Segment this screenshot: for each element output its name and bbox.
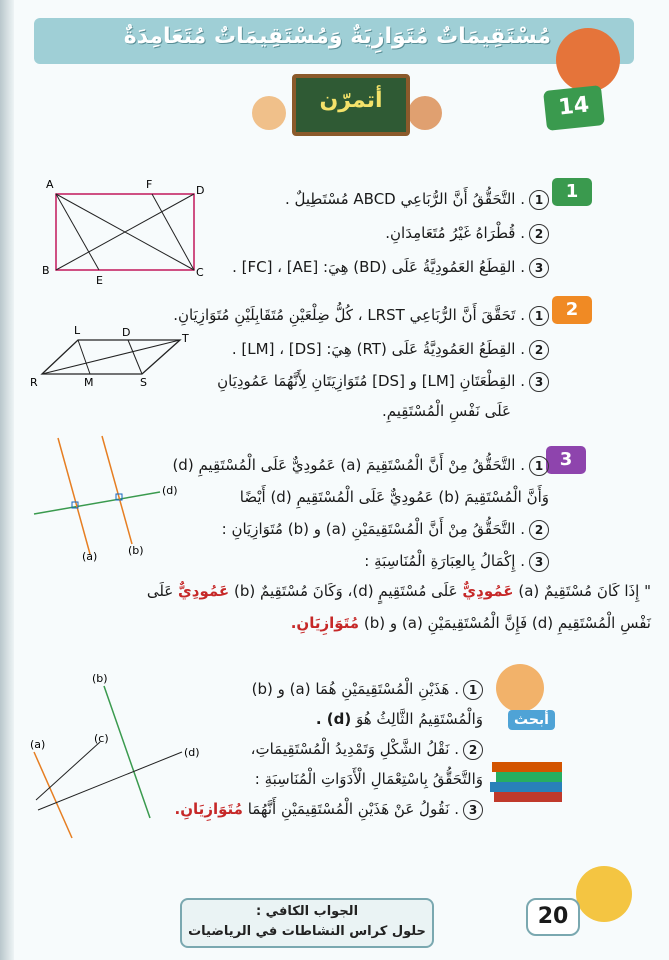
exercise-3-number: 3	[559, 449, 573, 470]
ex3-line-1-cont: وَأَنَّ الْمُسْتَقِيمَ (b) عَمُودِيٌّ عَلَى الْمُسْتَقِيمِ (d) أَيْضًا	[239, 488, 549, 506]
research-line-3-text: . نَقُولُ عَنْ هَذَيْنِ الْمُسْتَقِيمَيْنِ أَنَّهُمَا	[247, 800, 459, 818]
research-label: أبحث	[508, 710, 555, 730]
fig2-label-r: R	[30, 376, 38, 389]
fig1-label-f: F	[146, 178, 153, 191]
footer-line-1: الجواب الكافي :	[255, 904, 359, 919]
page-title: مُسْتَقِيمَاتٌ مُتَوَازِيَةٌ وَمُسْتَقِيمَاتٌ مُتَعَامِدَةٌ	[123, 24, 551, 49]
fig3-label-b: (b)	[128, 544, 144, 557]
ex2-line-1-text: . تَحَقَّقَ أَنَّ الرُّبَاعِي LRST ، كُلُّ ضِلْعَيْنِ مُتَقَابِلَيْنِ مُتَوَازِيَانِ.	[173, 306, 525, 324]
fig1-label-e: E	[96, 274, 103, 284]
research-line-1-cont-text: وَالْمُسْتَقِيمُ الثَّالِثُ هُوَ	[356, 710, 483, 728]
research-line-2-text: . نَقْلُ الشَّكْلِ وَتَمْدِيدُ الْمُسْتَقِيمَاتِ،	[250, 740, 459, 758]
research-line-3	[175, 800, 483, 820]
page-spine	[0, 0, 14, 960]
fig4-label-c: (c)	[94, 732, 109, 745]
ex3-item-number-1: 1	[529, 456, 549, 476]
ex2-item-number: 1	[529, 306, 549, 326]
research-line-1	[252, 680, 483, 700]
fig2-label-s: S	[140, 376, 147, 389]
research-item-number-1: 1	[463, 680, 483, 700]
research-item-number-2: 2	[463, 740, 483, 760]
fig1-label-b: B	[42, 264, 50, 277]
ex1-line-3	[232, 258, 549, 278]
ex2-line-3-cont: عَلَى نَفْسِ الْمُسْتَقِيمِ.	[381, 402, 511, 420]
ex2-line-1	[173, 306, 549, 326]
ex3-quote-line-2	[291, 614, 651, 632]
ex1-line-3-text: . القِطَعُ العَمُودِيَّةُ عَلَى (BD) هِيَ: [AE] ، [FC] .	[232, 258, 525, 276]
fig4-label-b: (b)	[92, 672, 108, 685]
ex3-item-number-3: 3	[529, 552, 549, 572]
ex1-item-number: 3	[529, 258, 549, 278]
fig2-label-t: T	[182, 332, 189, 345]
footer-girl-illustration	[576, 866, 632, 922]
fig1-label-d: D	[196, 184, 205, 197]
ex3-line-3	[364, 552, 549, 572]
ex2-line-2	[232, 340, 549, 360]
ex3-line-2	[222, 520, 549, 540]
ex3-answer-1: عَمُودِيٌّ	[462, 582, 514, 600]
fig4-label-a: (a)	[30, 738, 46, 751]
chalkboard	[292, 74, 410, 136]
fig3-label-a: (a)	[82, 550, 98, 562]
ex1-line-2-text: . قُطْرَاهُ غَيْرُ مُتَعَامِدَانِ.	[385, 224, 525, 242]
ex1-line-1-text: . التَّحَقُّقُ أَنَّ الرُّبَاعِي ABCD مُسْتَطِيلٌ .	[284, 190, 525, 208]
ex1-line-1	[285, 190, 549, 210]
ex3-line-1	[172, 456, 549, 476]
girl-illustration	[252, 96, 286, 130]
ex3-answer-2: عَمُودِيٌّ	[178, 582, 230, 600]
fig1-label-a: A	[46, 178, 54, 191]
ex2-item-number: 3	[529, 372, 549, 392]
research-answer-d: (d) .	[315, 710, 352, 728]
fig3-label-d: (d)	[162, 484, 178, 497]
ex1-line-2	[385, 224, 549, 244]
research-line-1-cont	[316, 710, 483, 728]
ex1-item-number: 2	[529, 224, 549, 244]
exercise-3-badge	[546, 446, 586, 474]
research-item-number-3: 3	[463, 800, 483, 820]
page-number: 20	[537, 904, 569, 929]
ex3-line-3-text: . إِكْمَالُ بِالعِبَارَةِ الْمُنَاسِبَةِ :	[364, 552, 525, 570]
ex1-item-number: 1	[529, 190, 549, 210]
fig2-label-m: M	[84, 376, 94, 389]
exercise-2-badge	[552, 296, 592, 324]
ex3-quote-part-b: عَلَى مُسْتَقِيمٍ (d)، وَكَانَ مُسْتَقِيمٌ (b)	[233, 582, 458, 600]
girl-mascot	[556, 28, 620, 92]
ex3-item-number-2: 2	[529, 520, 549, 540]
fig4-label-d: (d)	[184, 746, 200, 759]
footer-box	[180, 898, 434, 948]
book-stack	[488, 760, 568, 804]
reading-boy-illustration	[496, 664, 544, 712]
perpendicular-lines-figure	[30, 432, 190, 562]
ex3-quote-part-d: نَفْسِ الْمُسْتَقِيمِ (d) فَإِنَّ الْمُسْتَقِيمَيْنِ (a) و (b)	[363, 614, 651, 632]
lesson-number: 14	[557, 92, 591, 121]
page-number-badge	[526, 898, 580, 936]
exercise-1-number: 1	[565, 181, 579, 202]
ex2-line-2-text: . القِطَعُ العَمُودِيَّةُ عَلَى (RT) هِيَ: [DS] ، [LM] .	[231, 340, 525, 358]
ex3-quote-line	[147, 582, 651, 600]
footer-line-2: حلول كراس النشاطات في الرياضيات	[188, 924, 426, 939]
ex2-line-3-text: . القِطْعَتَانِ [LM] و [DS] مُتَوَازِيَتَانِ لِأَنَّهُمَا عَمُودِيَانِ	[217, 372, 525, 390]
research-line-2	[251, 740, 483, 760]
fig2-label-d: D	[122, 326, 131, 339]
three-lines-figure	[30, 672, 210, 842]
ex3-answer-3: مُتَوَازِيَانِ.	[290, 614, 360, 632]
research-line-2-cont: وَالتَّحَقُّقُ بِاسْتِعْمَالِ الْأَدَوَاتِ الْمُنَاسِبَةِ :	[254, 770, 483, 788]
fig1-label-c: C	[196, 266, 204, 279]
ex3-line-2-text: . التَّحَقُّقُ مِنْ أَنَّ الْمُسْتَقِيمَيْنِ (a) و (b) مُتَوَازِيَانِ :	[221, 520, 525, 538]
rectangle-figure	[34, 172, 214, 284]
boy-illustration	[408, 96, 442, 130]
research-line-1-text: . هَذَيْنِ الْمُسْتَقِيمَيْنِ هُمَا (a) و (b)	[251, 680, 459, 698]
ex2-item-number: 2	[529, 340, 549, 360]
fig2-label-l: L	[74, 324, 81, 337]
research-answer-parallel: مُتَوَازِيَانِ.	[174, 800, 243, 818]
parallelogram-figure	[28, 322, 208, 392]
ex3-line-1-text: . التَّحَقُّقُ مِنْ أَنَّ الْمُسْتَقِيمَ (a) عَمُودِيٌّ عَلَى الْمُسْتَقِيمِ (d)	[172, 456, 525, 474]
ex3-quote-part-a: " إِذَا كَانَ مُسْتَقِيمٌ (a)	[518, 582, 651, 600]
board-label: أتمرّن	[319, 88, 383, 113]
exercise-1-badge	[552, 178, 592, 206]
ex3-quote-part-c: عَلَى	[146, 582, 174, 600]
exercise-2-number: 2	[565, 299, 579, 320]
ex2-line-3	[217, 372, 549, 392]
lesson-badge	[543, 85, 605, 131]
